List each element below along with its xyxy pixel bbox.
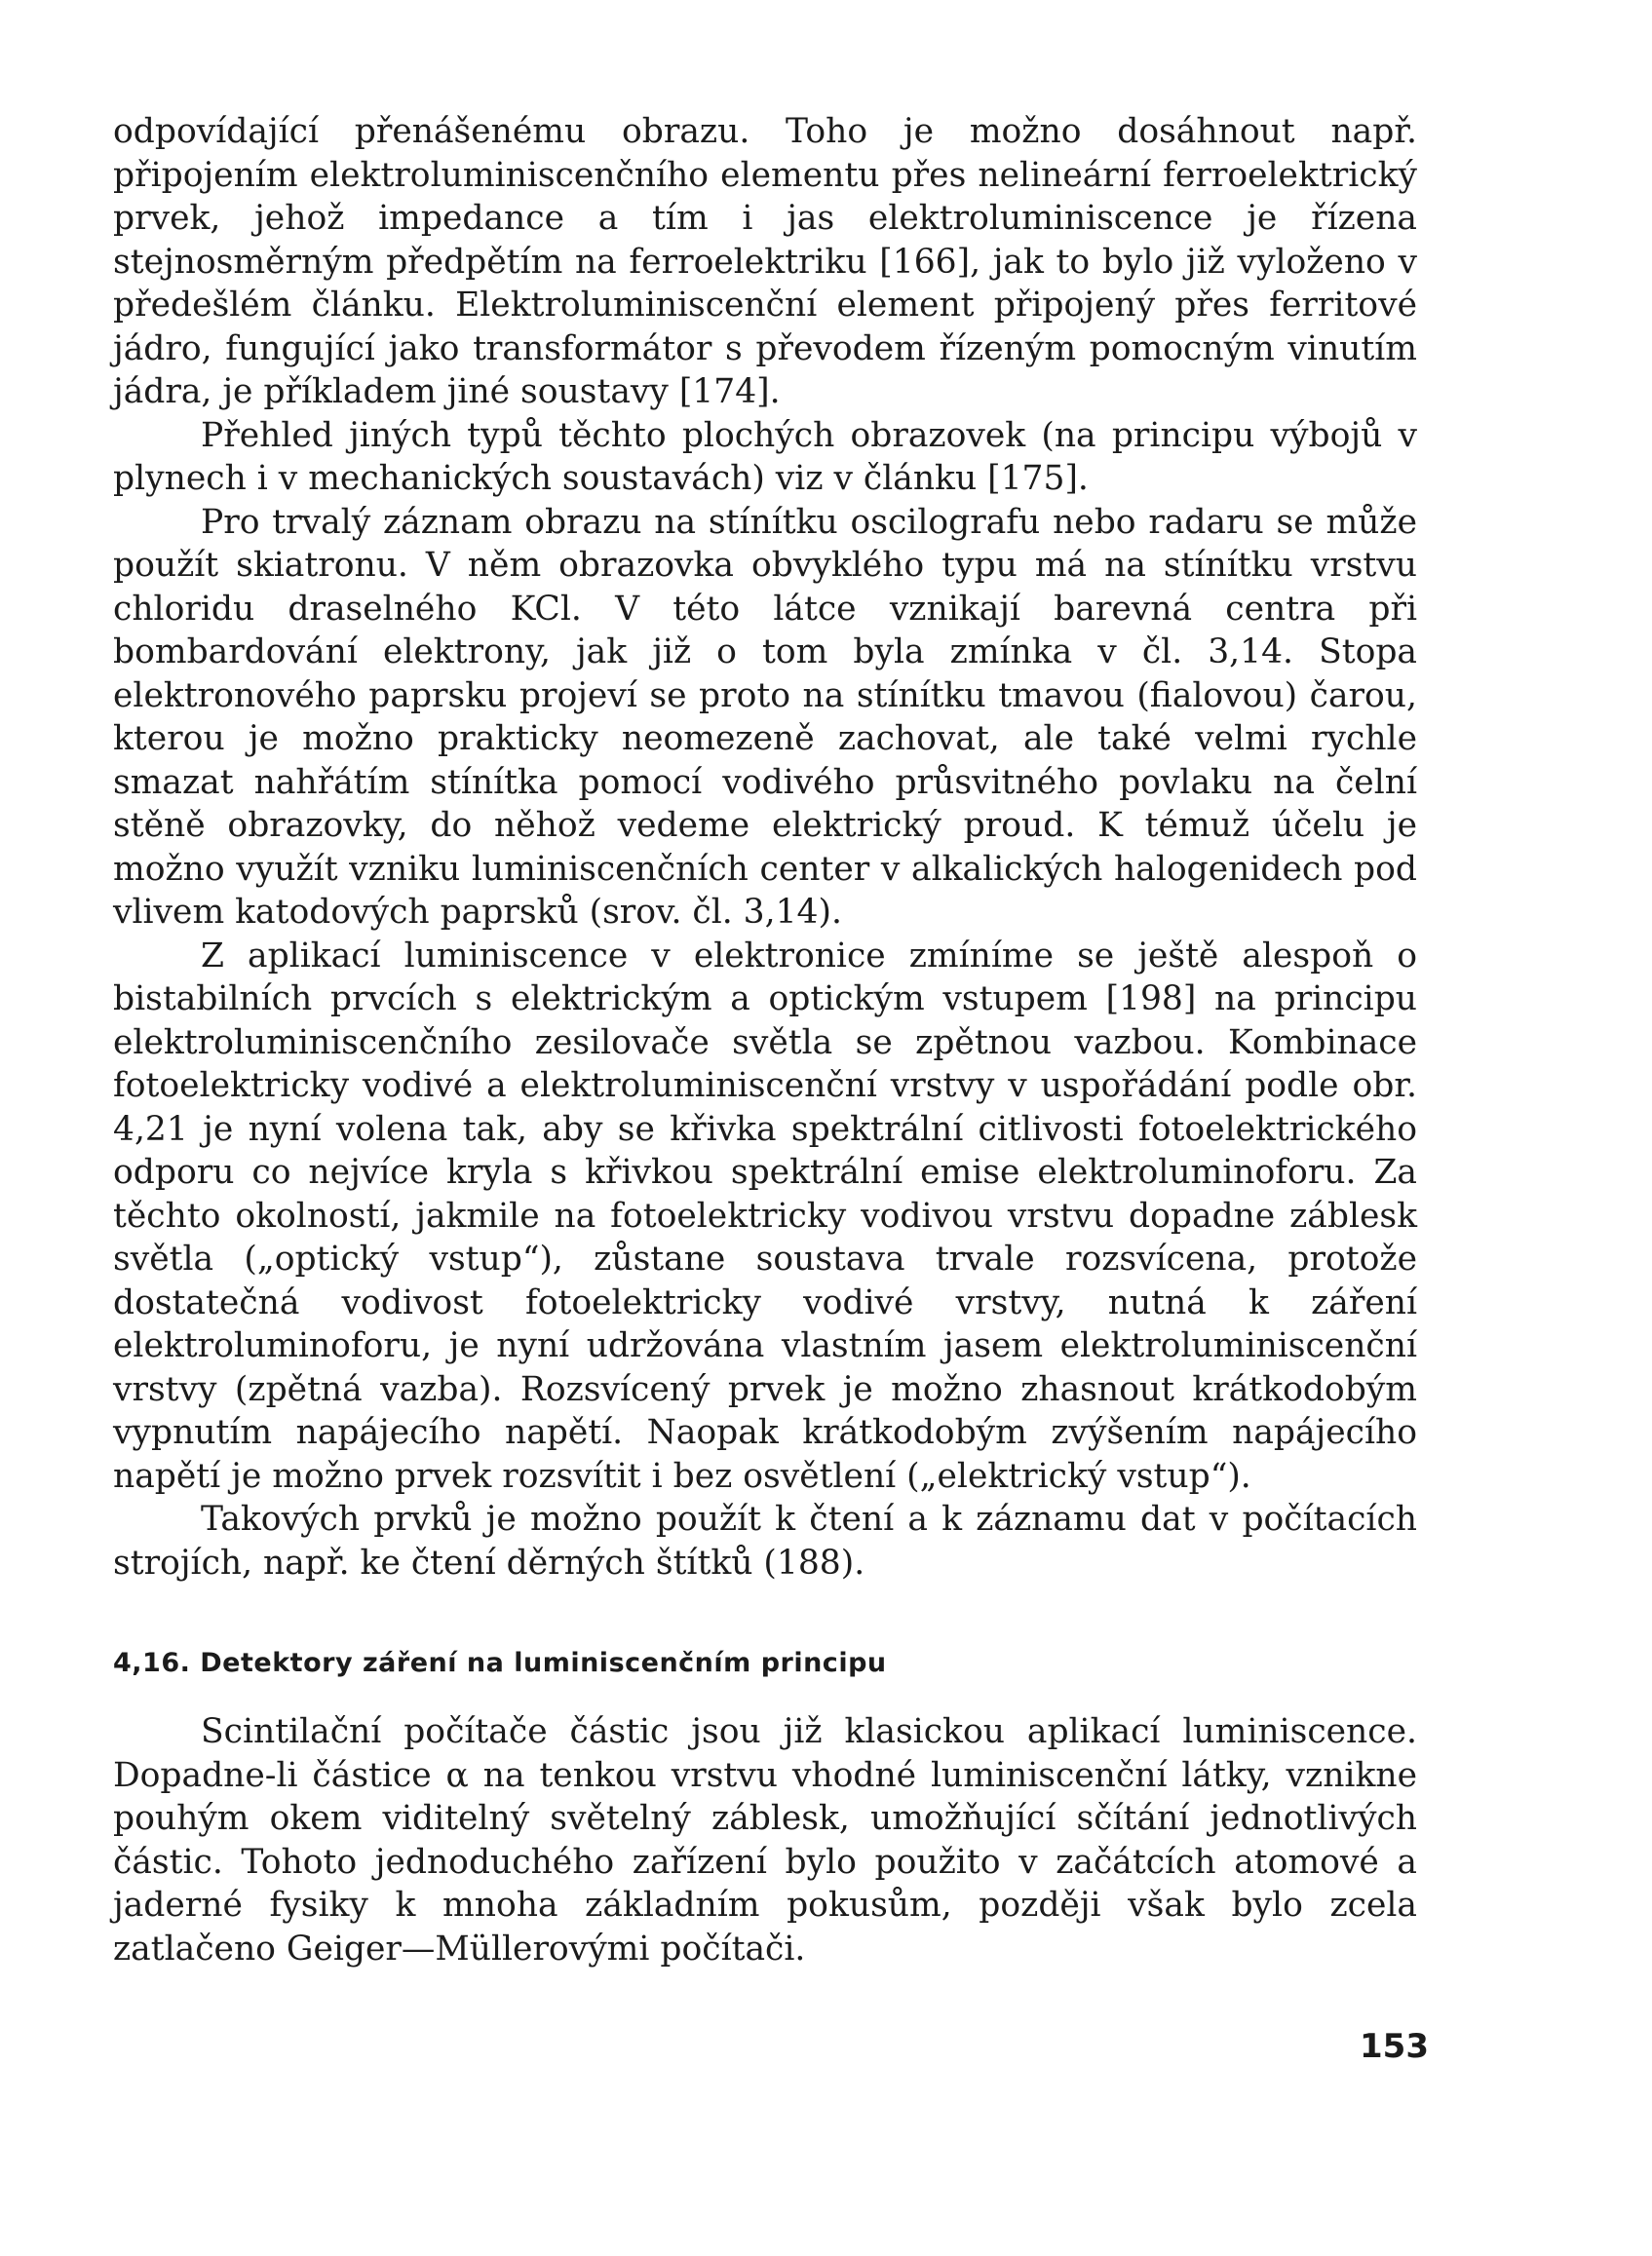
- paragraph-computers: Takových prvků je možno použít k čtení a k záznamu dat v počítacích strojích, např. ke čtení děrných štítků (188).: [113, 1500, 1417, 1583]
- page-number: 153: [1360, 2027, 1429, 2066]
- body-text-top: [113, 110, 1417, 1585]
- body-text-section: [113, 1710, 1417, 1970]
- paragraph-scintillation: Scintilační počítače částic jsou již klasickou aplikací luminiscence. Dopadne-li částice α na tenkou vrstvu vhodné luminiscenční látky, vznikne pouhým okem viditelný světelný záblesk, umožňující sčítání jednotlivých částic. Tohoto jednoduchého zařízení bylo použito v začátcích atomové a jaderné fysiky k mnoha základním pokusům, později však bylo zcela zatlačeno Geiger—Müllerovými počítači.: [113, 1712, 1417, 1969]
- paragraph-bistable-elements: Z aplikací luminiscence v elektronice zmíníme se ještě alespoň o bistabilních prvcích s elektrickým a optickým vstupem [198] na principu elektroluminiscenčního zesilovače světla se zpětnou vazbou. Kombinace fotoelektricky vodivé a elektroluminiscenční vrstvy v uspořádání podle obr. 4,21 je nyní volena tak, aby se křivka spektrální citlivosti fotoelektrického odporu co nejvíce kryla s křivkou spektrální emise elektroluminoforu. Za těchto okolností, jakmile na fotoelektricky vodivou vrstvu dopadne záblesk světla („optický vstup“), zůstane soustava trvale rozsvícena, protože dostatečná vodivost fotoelektricky vodivé vrstvy, nutná k záření elektroluminoforu, je nyní udržována vlastním jasem elektroluminiscenční vrstvy (zpětná vazba). Rozsvícený prvek je možno zhasnout krátkodobým vypnutím napájecího napětí. Naopak krátkodobým zvýšením napájecího napětí je možno prvek rozsvítit i bez osvětlení („elektrický vstup“).: [113, 936, 1417, 1496]
- paragraph-skiatron: Pro trvalý záznam obrazu na stínítku oscilografu nebo radaru se může použít skiatronu. V něm obrazovka obvyklého typu má na stínítku vrstvu chloridu draselného KCl. V této látce vznikají barevná centra při bombardování elektrony, jak již o tom byla zmínka v čl. 3,14. Stopa elektronového paprsku projeví se proto na stínítku tmavou (fialovou) čarou, kterou je možno prakticky neomezeně zachovat, ale také velmi rychle smazat nahřátím stínítka pomocí vodivého průsvitného povlaku na čelní stěně obrazovky, do něhož vedeme elektrický proud. K témuž účelu je možno využít vzniku luminiscenčních center v alkalických halogenidech pod vlivem katodových paprsků (srov. čl. 3,14).: [113, 502, 1417, 932]
- paragraph-continuation: odpovídající přenášenému obrazu. Toho je možno dosáhnout např. připojením elektroluminiscenčního elementu přes nelineární ferroelektrický prvek, jehož impedance a tím i jas elektroluminiscence je řízena stejnosměrným předpětím na ferroelektriku [166], jak to bylo již vyloženo v předešlém článku. Elektroluminiscenční element připojený přes ferritové jádro, fungující jako transformátor s převodem řízeným pomocným vinutím jádra, je příkladem jiné soustavy [174].: [113, 112, 1417, 411]
- paragraph-flat-screens: Přehled jiných typů těchto plochých obrazovek (na principu výbojů v plynech i v mechanických soustavách) viz v článku [175].: [113, 415, 1417, 498]
- section-heading: 4,16. Detektory záření na luminiscenčním principu: [113, 1648, 887, 1678]
